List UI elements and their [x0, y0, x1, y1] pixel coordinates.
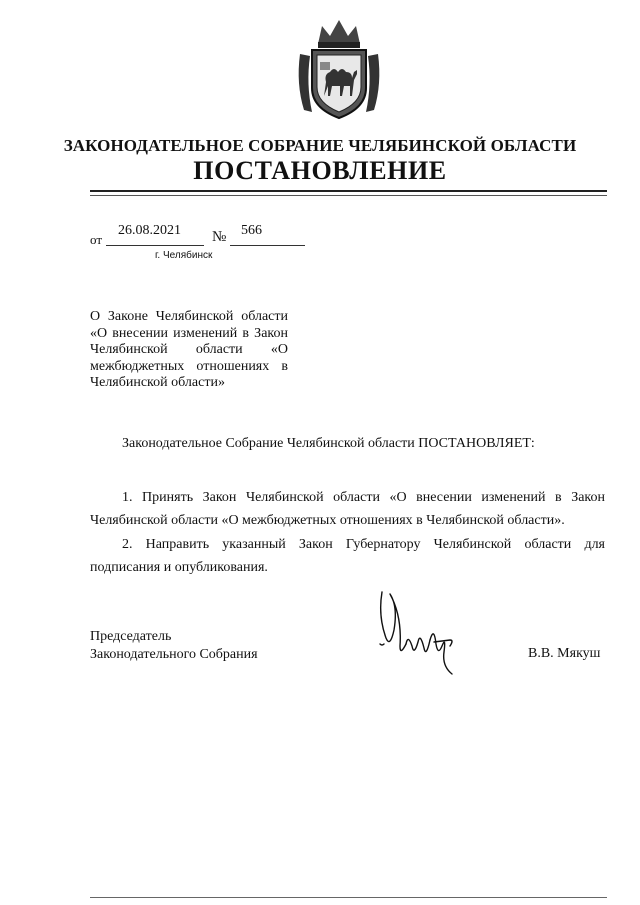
signatory-title-line-1: Председатель — [90, 629, 172, 644]
organization-name: ЗАКОНОДАТЕЛЬНОЕ СОБРАНИЕ ЧЕЛЯБИНСКОЙ ОБЛАСТИ — [63, 136, 577, 155]
signatory-title — [90, 628, 258, 664]
document-number: 566 — [241, 223, 262, 238]
signatory-title-line-2: Законодательного Собрания — [90, 647, 258, 662]
document-date: 26.08.2021 — [118, 223, 181, 238]
header-divider — [90, 190, 607, 192]
resolves-statement: Законодательное Собрание Челябинской области ПОСТАНОВЛЯЕТ: — [122, 436, 535, 451]
coat-of-arms-emblem — [294, 14, 384, 122]
document-type-title: ПОСТАНОВЛЕНИЕ — [193, 156, 447, 185]
page-bottom-edge — [90, 897, 607, 898]
resolution-item-2: 2. Направить указанный Закон Губернатору Челябинской области для подписания и опубликования. — [90, 537, 605, 575]
signatory-name: В.В. Мякуш — [528, 646, 601, 661]
document-subject: О Законе Челябинской области «О внесении изменений в Закон Челябинской области «О межбюджетных отношениях в Челябинской области» — [90, 309, 288, 390]
handwritten-signature — [372, 586, 464, 678]
number-underline — [230, 245, 305, 246]
document-place: г. Челябинск — [155, 250, 213, 261]
date-prefix-label: от — [90, 232, 103, 247]
resolution-item-1: 1. Принять Закон Челябинской области «О внесении изменений в Закон Челябинской области «О межбюджетных отношениях в Челябинской области». — [90, 490, 605, 528]
number-label: № — [212, 229, 227, 245]
header-divider-thin — [90, 195, 607, 196]
date-underline — [106, 245, 204, 246]
